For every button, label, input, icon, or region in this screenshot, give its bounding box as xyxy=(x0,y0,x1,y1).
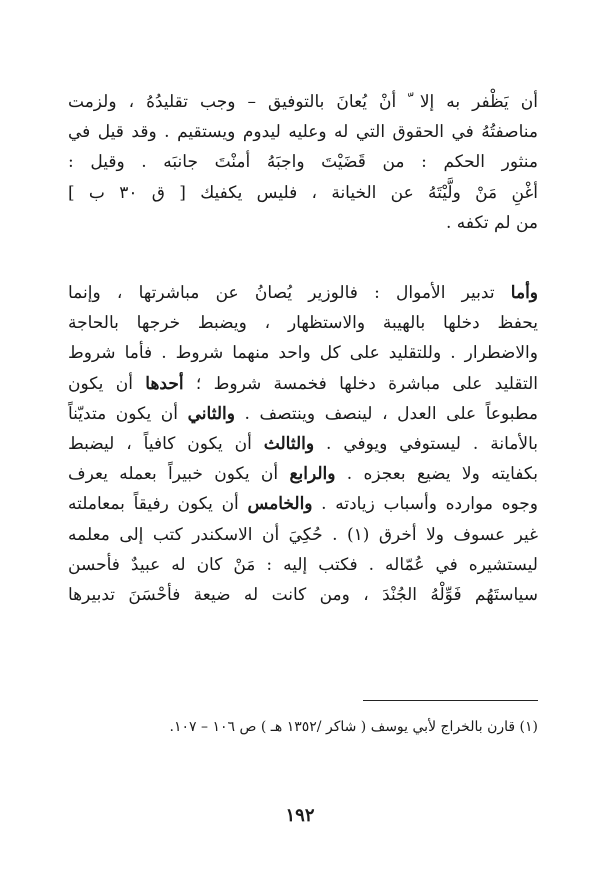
paragraph-1-line-5: من لم تكفه . xyxy=(446,212,538,233)
paragraph-2-line-4 xyxy=(68,369,538,399)
footnote-divider xyxy=(363,700,538,701)
condition-first-label: أحدها xyxy=(145,373,184,394)
paragraph-2-line-3: والاضطرار . وللتقليد على كل واحد منهما شروط . فأما شروط xyxy=(68,343,538,364)
paragraph-1-line-2: مناصفتُهُ في الحقوق التي له وعليه ليدوم ويستقيم . وقد قيل في xyxy=(68,122,538,143)
paragraph-1 xyxy=(68,87,538,238)
paragraph-2-line-4-pre: التقليد على مباشرة دخلها فخمسة شروط ؛ xyxy=(183,373,538,394)
section-lead-word: وأما xyxy=(510,283,538,303)
paragraph-2-line-1 xyxy=(68,278,538,308)
paragraph-2-line-7 xyxy=(68,459,538,489)
paragraph-1-line-4: أغْنِ مَنْ ولَّيْتَهُ عن الخيانة ، فليس يكفيك [ ق ٣٠ ب ] xyxy=(68,182,538,203)
paragraph-2 xyxy=(68,278,538,610)
paragraph-1-line-3: منثور الحكم : من قَضَيْتَ واجبَهُ أمنْتَ جانبَه . وقيل : xyxy=(68,152,538,173)
paragraph-2-line-11: سياستَهُم فَوِّلْهُ الجُنْدَ ، ومن كانت له ضيعة فأحْسَنَ تدبيرها xyxy=(68,585,538,606)
paragraph-2-line-9: غير عسوف ولا أخرق (١) . حُكِيَ أن الاسكندر كتب إلى معلمه xyxy=(68,524,538,545)
paragraph-2-line-8-pre: وجوه موارده وأسباب زيادته . xyxy=(312,494,539,515)
paragraph-2-line-8 xyxy=(68,489,538,519)
paragraph-2-line-5-pre: مطبوعاً على العدل ، لينصف وينتصف . xyxy=(234,403,538,424)
condition-fifth-label: والخامس xyxy=(247,494,313,515)
paragraph-2-line-6-post: أن يكون كافياً ، ليضبط xyxy=(68,434,264,455)
paragraph-2-line-5 xyxy=(68,399,538,429)
paragraph-1-line-1: أن يَظْفر به إلا ّ أنْ يُعانَ بالتوفيق – وجب تقليدُهُ ، ولزمت xyxy=(68,92,538,112)
condition-fourth-label: والرابع xyxy=(289,464,336,485)
paragraph-2-line-8-post: أن يكون رفيقاً بمعاملته xyxy=(68,494,248,515)
paragraph-2-line-5-post: أن يكون متديّناً xyxy=(68,403,188,424)
condition-third-label: والثالث xyxy=(263,434,315,455)
paragraph-2-line-1-text: تدبير الأموال : فالوزير يُصانُ عن مباشرتها ، وإنما xyxy=(68,283,511,303)
footnote: (١) قارن بالخراج لأبي يوسف ( شاكر /١٣٥٢ هـ ) ص ١٠٦ – ١٠٧. xyxy=(169,719,538,735)
paragraph-2-line-6-pre: بالأمانة . ليستوفي ويوفي . xyxy=(314,434,538,455)
paragraph-2-line-4-post: أن يكون xyxy=(68,373,146,394)
paragraph-2-line-7-pre: بكفايته ولا يضيع بعجزه . xyxy=(335,464,538,485)
paragraph-2-line-10: ليستشيره في عُمّاله . فكتب إليه : مَنْ كان له عبيدٌ فأحسن xyxy=(68,554,538,575)
paragraph-2-line-7-post: أن يكون خبيراً بعمله يعرف xyxy=(68,464,290,485)
paragraph-2-line-6 xyxy=(68,429,538,459)
page-number: ١٩٢ xyxy=(285,805,315,826)
paragraph-2-line-2: يحفظ دخلها بالهيبة والاستظهار ، ويضبط خرجها بالحاجة xyxy=(68,313,538,334)
condition-second-label: والثاني xyxy=(187,403,235,424)
